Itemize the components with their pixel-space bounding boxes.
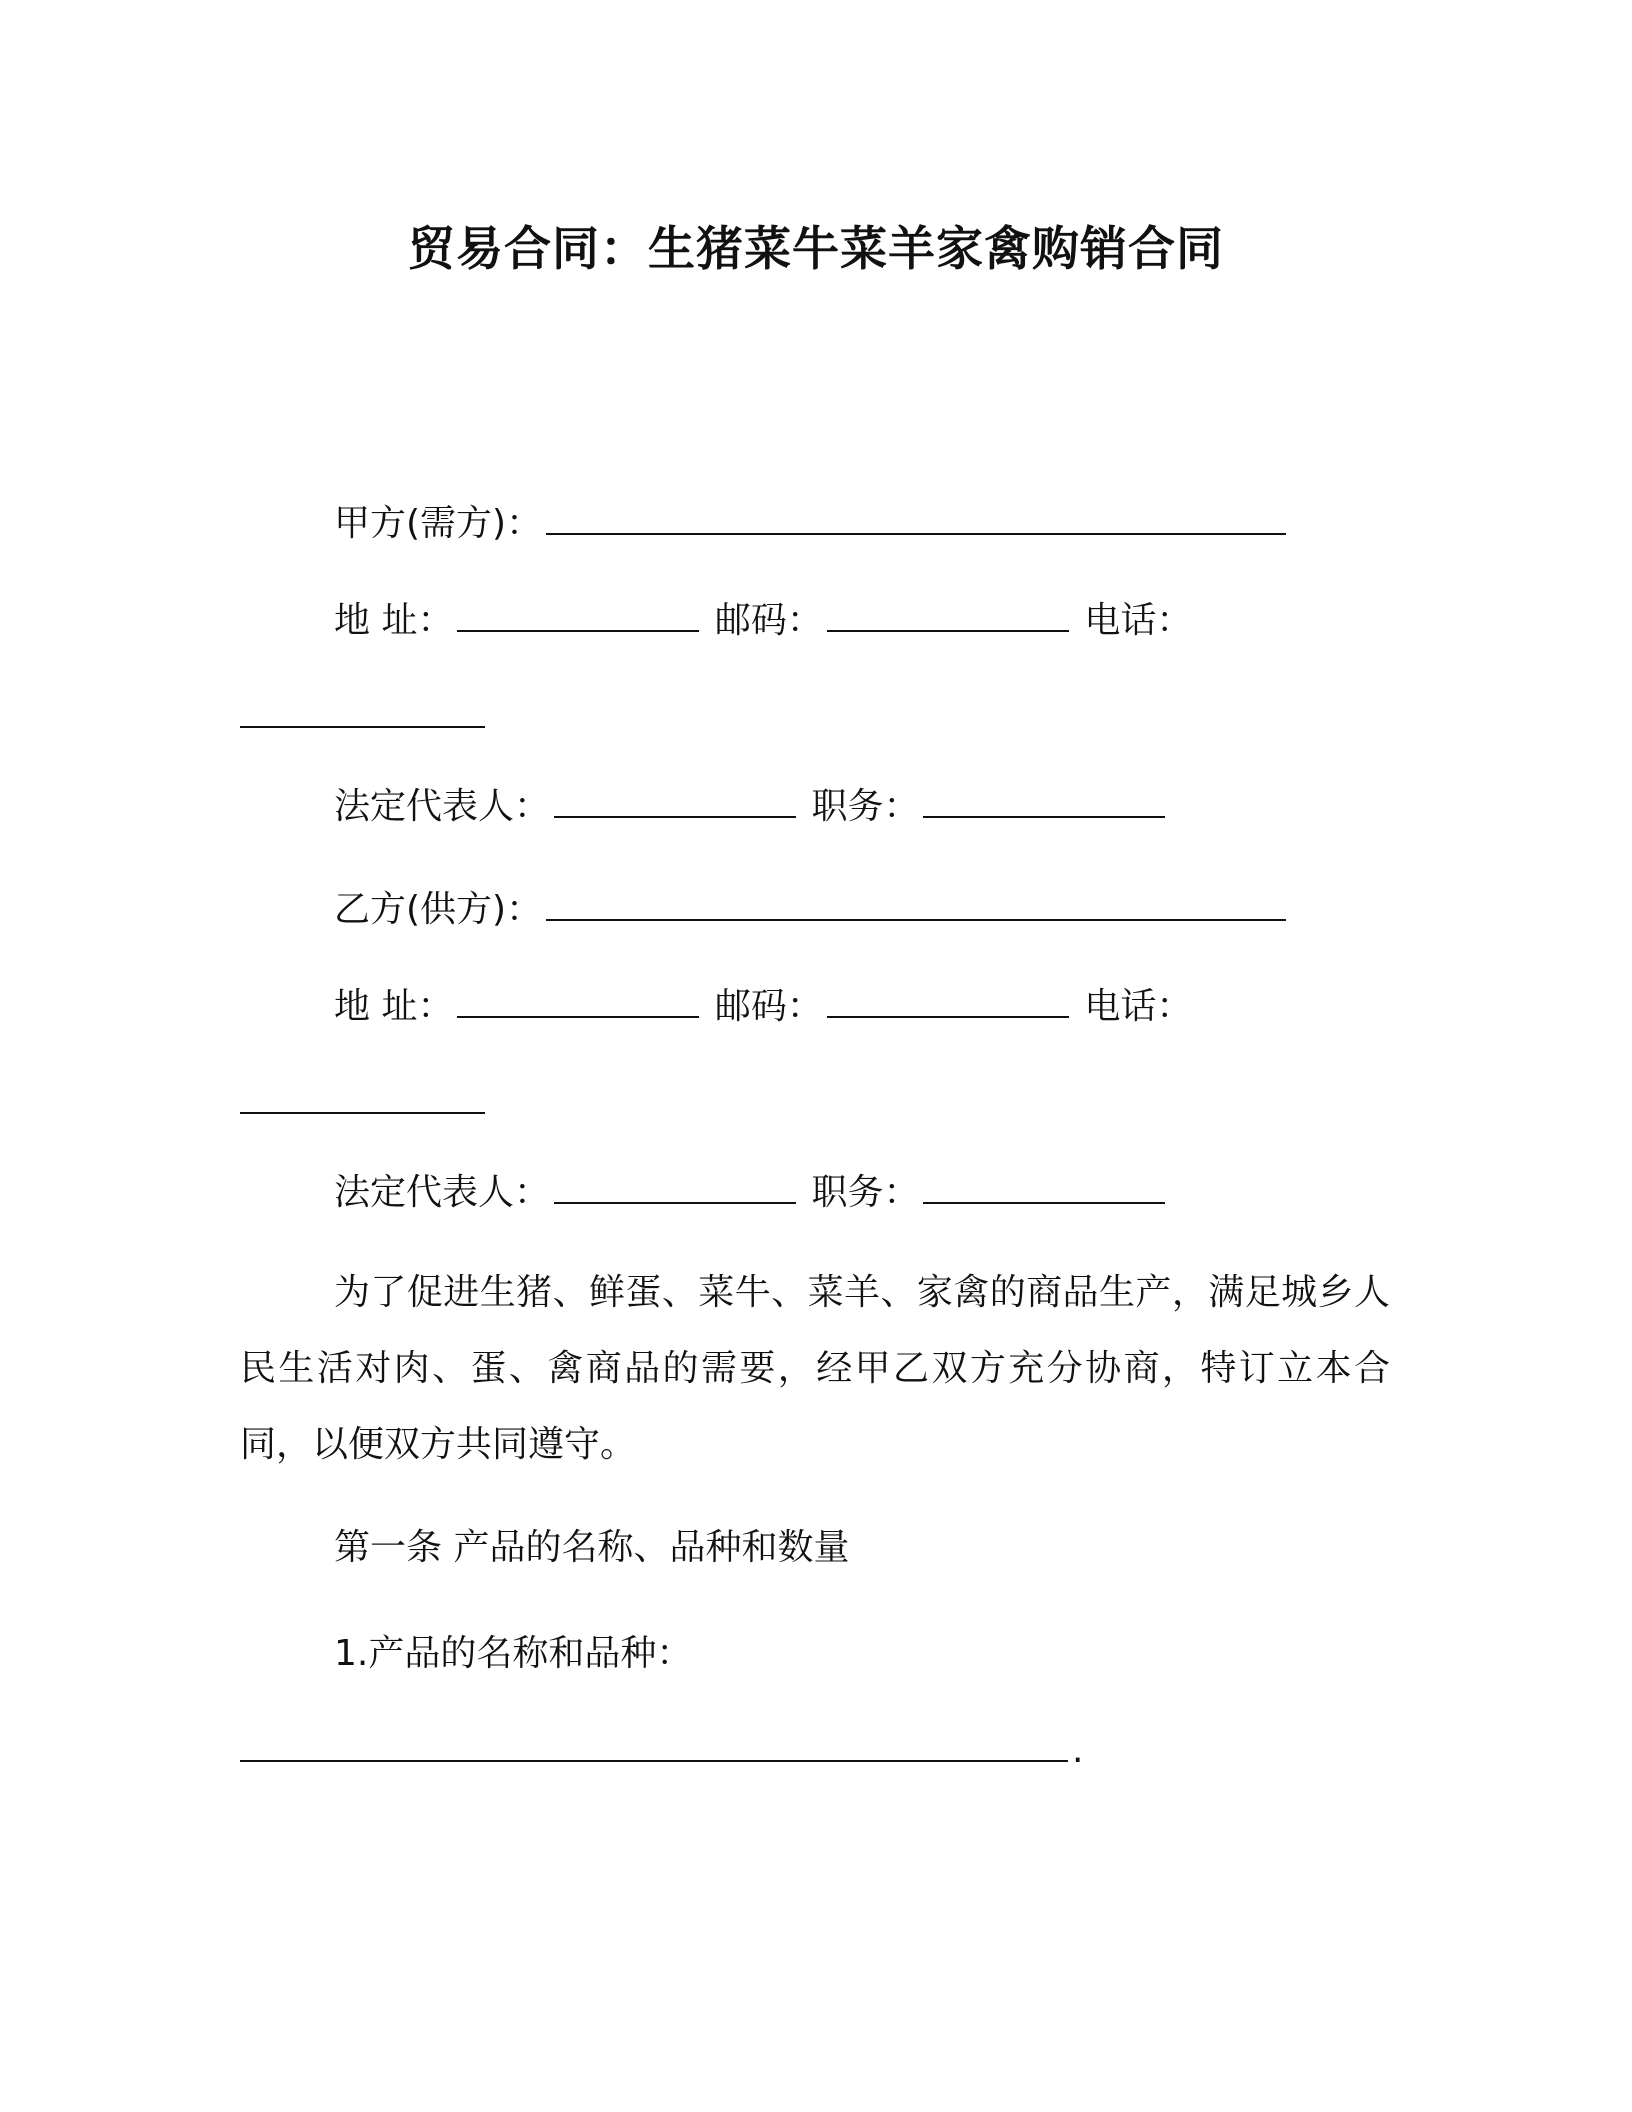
- party-b-phone-label: 电话：: [1084, 986, 1193, 1027]
- party-b-rep-blank[interactable]: [554, 1172, 796, 1204]
- party-a-phone-blank[interactable]: [240, 696, 485, 728]
- party-b-postcode-blank[interactable]: [827, 986, 1069, 1018]
- party-a-position-label: 职务：: [811, 786, 920, 827]
- preamble-paragraph: 为了促进生猪、鲜蛋、菜牛、菜羊、家禽的商品生产，满足城乡人民生活对肉、蛋、禽商品的需要，经甲乙双方充分协商，特订立本合同，以便双方共同遵守。: [240, 1272, 1390, 1465]
- party-a-address-label: 地 址：: [334, 600, 454, 641]
- party-b-address-label: 地 址：: [334, 986, 454, 1027]
- item-1-line: [240, 1727, 1083, 1775]
- party-b-position-label: 职务：: [811, 1172, 920, 1213]
- party-a-blank[interactable]: [546, 503, 1286, 535]
- party-a-postcode-blank[interactable]: [827, 600, 1069, 632]
- party-a-address-blank[interactable]: [457, 600, 699, 632]
- item-1-label: 1.产品的名称和品种：: [334, 1633, 693, 1674]
- party-b-line: [334, 886, 1290, 934]
- party-b-phone-blank[interactable]: [240, 1082, 485, 1114]
- party-a-rep-blank[interactable]: [554, 786, 796, 818]
- party-b-postcode-label: 邮码：: [714, 986, 823, 1027]
- party-a-rep-line: [334, 783, 1169, 831]
- party-a-phone-label: 电话：: [1084, 600, 1193, 641]
- party-b-contact-line: [334, 983, 1192, 1031]
- item-1-blank[interactable]: [240, 1730, 1068, 1762]
- party-b-phone-line: [240, 1079, 489, 1127]
- party-b-rep-line: [334, 1169, 1169, 1217]
- article-1-heading: 第一条 产品的名称、品种和数量: [334, 1527, 850, 1568]
- party-a-contact-line: [334, 597, 1192, 645]
- party-a-label: 甲方(需方)：: [334, 503, 543, 544]
- party-a-rep-label: 法定代表人：: [334, 786, 551, 827]
- party-b-address-blank[interactable]: [457, 986, 699, 1018]
- party-b-blank[interactable]: [546, 889, 1286, 921]
- party-a-postcode-label: 邮码：: [714, 600, 823, 641]
- party-a-position-blank[interactable]: [923, 786, 1165, 818]
- item-1-end: .: [1072, 1730, 1084, 1771]
- party-b-rep-label: 法定代表人：: [334, 1172, 551, 1213]
- party-b-position-blank[interactable]: [923, 1172, 1165, 1204]
- party-b-label: 乙方(供方)：: [334, 889, 543, 930]
- document-title: 贸易合同：生猪菜牛菜羊家禽购销合同: [408, 222, 1224, 277]
- party-a-line: [334, 500, 1290, 548]
- party-a-phone-line: [240, 693, 489, 741]
